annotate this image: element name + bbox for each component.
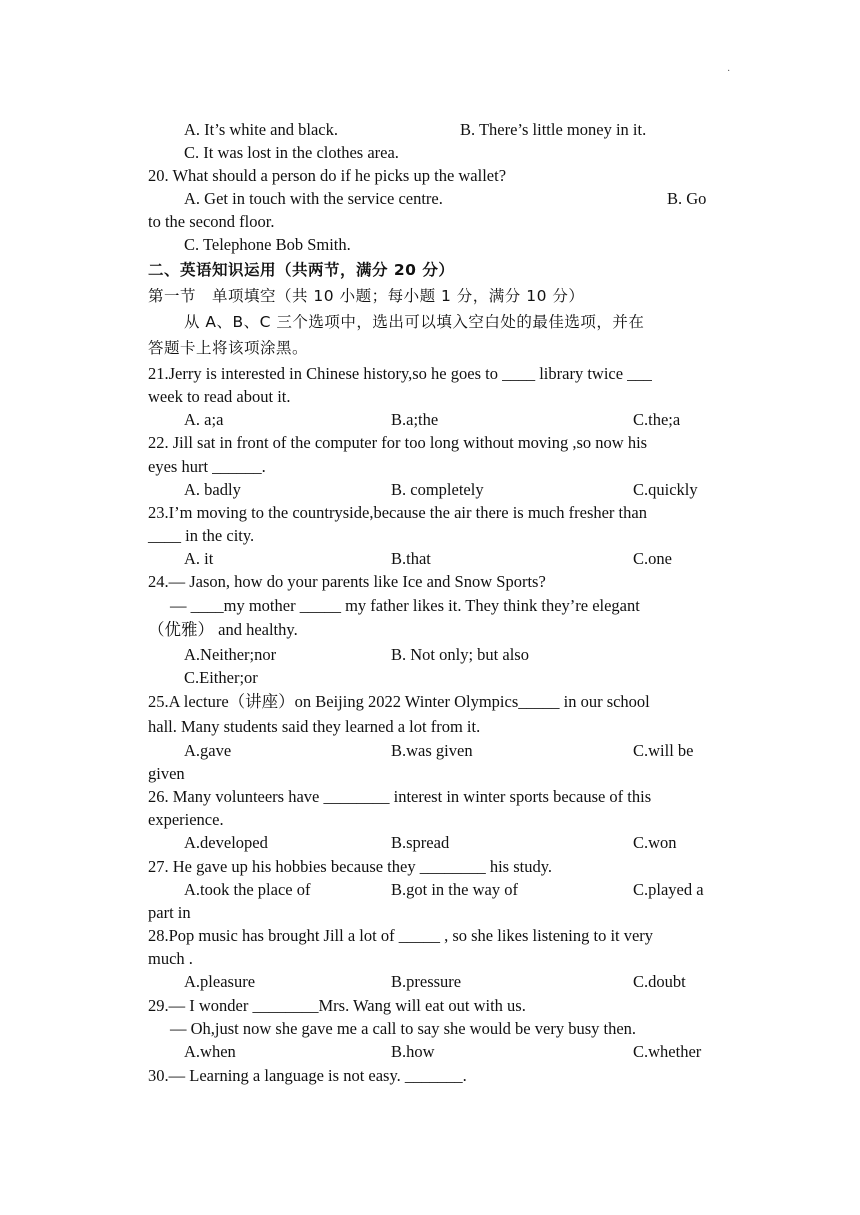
q29-option-b: B.how	[391, 1042, 435, 1061]
section-heading: 二、英语知识运用（共两节，满分 20 分）	[148, 261, 455, 279]
q23-line-2: ____ in the city.	[148, 526, 255, 545]
q24-line-1: 24.— Jason, how do your parents like Ice and Snow Sports?	[148, 572, 546, 591]
corner-mark: ·	[727, 66, 731, 77]
q26-option-b: B.spread	[391, 833, 450, 852]
q24-line-2: — ____my mother _____ my father likes it. They think they’re elegant	[170, 596, 640, 615]
q20-option-c: C. Telephone Bob Smith.	[184, 235, 351, 254]
q25-option-a: A.gave	[184, 741, 232, 760]
q25-option-c-cont: given	[148, 764, 185, 783]
q29-option-c: C.whether	[633, 1042, 702, 1061]
part1-title: 第一节 单项填空（共 10 小题；每小题 1 分，满分 10 分）	[148, 287, 585, 305]
q25-line-2: hall. Many students said they learned a lot from it.	[148, 717, 481, 736]
q26-line-2: experience.	[148, 810, 224, 829]
q29-line-1: 29.— I wonder ________Mrs. Wang will eat out with us.	[148, 996, 526, 1015]
q20-option-a: A. Get in touch with the service centre.	[184, 189, 443, 208]
q23-option-a: A. it	[184, 549, 214, 568]
q22-option-c: C.quickly	[633, 480, 698, 499]
q21-option-c: C.the;a	[633, 410, 681, 429]
instruction-line-2: 答题卡上将该项涂黑。	[148, 339, 309, 357]
q26-line-1: 26. Many volunteers have ________ interest in winter sports because of this	[148, 787, 652, 806]
q20-option-b-cont: to the second floor.	[148, 212, 275, 231]
q19-option-c: C. It was lost in the clothes area.	[184, 143, 399, 162]
q20-stem: 20. What should a person do if he picks up the wallet?	[148, 166, 507, 185]
q28-line-2: much .	[148, 949, 193, 968]
q25-option-c: C.will be	[633, 741, 694, 760]
instruction-line-1: 从 A、B、C 三个选项中，选出可以填入空白处的最佳选项，并在	[184, 313, 645, 331]
q29-option-a: A.when	[184, 1042, 236, 1061]
q29-line-2: — Oh,just now she gave me a call to say she would be very busy then.	[170, 1019, 637, 1038]
q27-option-c: C.played a	[633, 880, 704, 899]
q23-option-b: B.that	[391, 549, 431, 568]
q23-line-1: 23.I’m moving to the countryside,because the air there is much fresher than	[148, 503, 647, 522]
q25-line-1: 25.A lecture（讲座）on Beijing 2022 Winter Olympics_____ in our school	[148, 692, 650, 711]
q24-option-a: A.Neither;nor	[184, 645, 277, 664]
q28-line-1: 28.Pop music has brought Jill a lot of _____ , so she likes listening to it very	[148, 926, 654, 945]
q24-option-c: C.Either;or	[184, 668, 258, 687]
q19-option-b: B. There’s little money in it.	[460, 120, 647, 139]
q21-option-a: A. a;a	[184, 410, 224, 429]
q28-option-b: B.pressure	[391, 972, 462, 991]
q28-option-a: A.pleasure	[184, 972, 256, 991]
q24-option-b: B. Not only; but also	[391, 645, 529, 664]
q27-option-c-cont: part in	[148, 903, 191, 922]
q22-line-1: 22. Jill sat in front of the computer for too long without moving ,so now his	[148, 433, 648, 452]
q23-option-c: C.one	[633, 549, 672, 568]
q20-option-b: B. Go	[667, 189, 707, 208]
q21-line-2: week to read about it.	[148, 387, 291, 406]
q22-option-b: B. completely	[391, 480, 484, 499]
q19-option-a: A. It’s white and black.	[184, 120, 338, 139]
q25-option-b: B.was given	[391, 741, 473, 760]
q30-line-1: 30.— Learning a language is not easy. _______.	[148, 1066, 467, 1085]
q26-option-c: C.won	[633, 833, 677, 852]
q21-option-b: B.a;the	[391, 410, 439, 429]
q28-option-c: C.doubt	[633, 972, 686, 991]
q24-line-3: （优雅） and healthy.	[148, 620, 298, 639]
q27-option-b: B.got in the way of	[391, 880, 518, 899]
q27-line-1: 27. He gave up his hobbies because they ________ his study.	[148, 857, 553, 876]
q26-option-a: A.developed	[184, 833, 268, 852]
q22-option-a: A. badly	[184, 480, 241, 499]
q27-option-a: A.took the place of	[184, 880, 311, 899]
q22-line-2: eyes hurt ______.	[148, 457, 266, 476]
q21-line-1: 21.Jerry is interested in Chinese history,so he goes to ____ library twice ___	[148, 364, 652, 383]
